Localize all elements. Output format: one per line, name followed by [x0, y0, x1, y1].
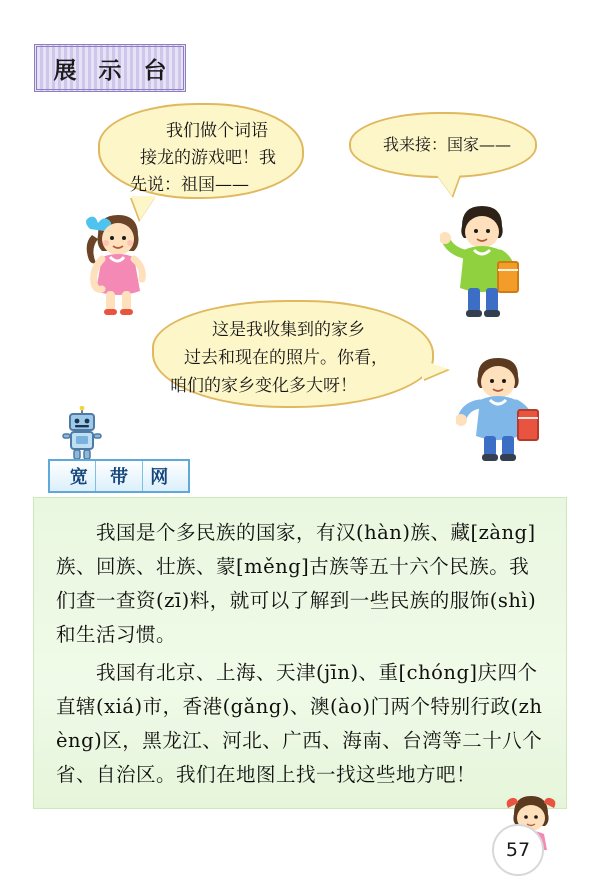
bubble-line: 先说：祖国——	[130, 175, 249, 195]
broadband-grid	[50, 461, 188, 491]
bubble-line: 我们做个词语	[166, 121, 268, 141]
speech-bubble-boy-blue	[152, 300, 434, 408]
section-title-showcase: 展 示 台	[53, 56, 174, 84]
page-number-badge	[492, 824, 544, 876]
speech-bubble-girl	[98, 103, 304, 199]
section-title-broadband: 宽 带 网	[69, 467, 177, 488]
section-header-broadband	[48, 459, 190, 493]
bubble-line: 这是我收集到的家乡	[212, 320, 365, 340]
section-header-showcase	[34, 44, 186, 92]
page-number: 57	[505, 839, 531, 861]
bubble-line: 接龙的游戏吧！我	[140, 148, 276, 168]
robot-mascot-illustration	[62, 406, 102, 462]
body-text-panel	[33, 497, 567, 809]
speech-bubble-tail	[422, 360, 448, 380]
bubble-line: 我来接：国家——	[383, 135, 512, 154]
grid-cell	[50, 461, 96, 491]
bubble-line: 咱们的家乡变化多大呀！	[170, 376, 357, 396]
boy-blue-shirt-illustration	[456, 350, 548, 464]
paragraph: 我国是个多民族的国家，有汉(hàn)族、藏[zàng]族、回族、壮族、蒙[měng]古族等五十六个民族。我们查一查资(zī)料，就可以了解到一些民族的服饰(shì)和生活习惯。	[56, 521, 537, 646]
speech-bubble-boy-green	[349, 112, 537, 178]
grid-cell	[143, 461, 188, 491]
grid-cell	[96, 461, 142, 491]
bubble-line: 过去和现在的照片。你看，	[184, 348, 388, 368]
speech-bubble-tail	[436, 174, 460, 196]
paragraph: 我国有北京、上海、天津(jīn)、重[chóng]庆四个直辖(xiá)市，香港(gǎng)、澳(ào)门两个特别行政(zhèng)区，黑龙江、河北、广西、海南、台湾等二十八个省、自治区。我们在地图上找一找这些地方吧！	[56, 661, 543, 786]
boy-green-shirt-illustration	[440, 196, 526, 320]
girl-student-illustration	[78, 205, 156, 315]
